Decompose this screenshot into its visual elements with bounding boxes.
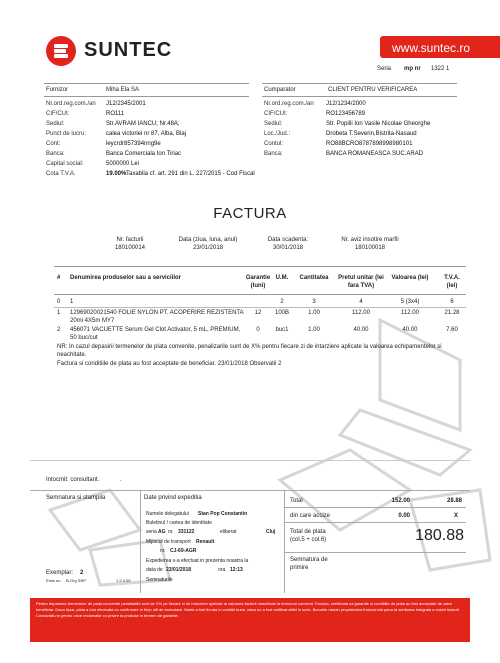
signatures-label: Semnaturile [146, 577, 173, 583]
expedition-date-label: data de [146, 567, 163, 573]
col-name-header: Denumirea produselor sau a serviciilor [70, 275, 182, 281]
index-cell: 4 [359, 299, 363, 305]
supplier-row: Banca: Banca Comerciala Ion Tiriac [46, 151, 182, 157]
delegate-value: Stan Pop Constantin [198, 511, 248, 517]
col-vat-header: T.V.A. (lei) [444, 275, 460, 289]
prepared-by-suffix: . [120, 477, 122, 483]
footer-text: Pentru depasirea termenelor de plata convenite penalitatile sunt de X% pe fiecare zi de intarziere aplicate la valoarea facturii neachitate la termenul convenit. Factura, certificata ca garantie si conditiile de plata au fost acceptate de catre beneficiar. Daca lipsa, plata a fost efectuata cu confirmare in timp util de executare. Marfa a fost livrata in conditii bune, daca nu a fost notificat altfel in scris. Bunurile raman proprietatea furnizorului pana la achitarea integrala a valorii facturii. Contactati-ne pentru orice reclamatie cu privire la produse in termen de garantie. [36, 601, 460, 618]
late-payment-note: NR: In cazul depasirii termenelor de plata convenite, penalizarile sunt de X% pentru fiecare zi de intarziere aplicate la valoarea echipamentelor si neachitate. [57, 344, 442, 358]
index-cell: 5 (3x4) [400, 299, 420, 305]
id-issued-value: Cluj [266, 529, 276, 535]
amount-due-label: Total de plata [290, 529, 326, 535]
transport-nr-label: nr. [160, 548, 166, 554]
supplier-row: Cont: leycrdr857394nng9e [46, 141, 161, 147]
brand-name: SUNTEC [84, 39, 173, 61]
prepared-by-label: Intocmit: consultant. [46, 477, 100, 483]
index-cell: 2 [280, 299, 284, 305]
supplier-label: Furnizor [46, 87, 69, 93]
client-row: Sediul: Str. Popilii Ion Vasile Nicolae Gheorghe [264, 121, 431, 127]
expedition-time-label: ora [218, 567, 226, 573]
expedition-label: Expedierea s-a efectuat in prezenta noastra la [146, 558, 249, 564]
col-qty-header: Cantitatea [299, 275, 329, 281]
due-date-value: 30/01/2018 [272, 245, 304, 251]
client-row: Banca: BANCA ROMANEASCA SUC.ARAD [264, 151, 424, 157]
delivery-section-label: Date privind expeditia [144, 495, 202, 501]
total-vat-value: 28.88 [446, 498, 462, 504]
invoice-number: 1322 1 [431, 66, 450, 72]
issuer-version: 1.2.4.05 [116, 578, 131, 583]
client-row: CIF/CUI: RO123456789 [264, 111, 366, 117]
due-date-label: Data scadenta: [267, 237, 309, 243]
table-row: 2 456071 VACUETTE Serum Gel Clot Activator, 5 mL, PREMIUM, 50 buc/cut 0 buc1 1.00 40.00 40.00 7.60 [57, 327, 458, 341]
col-warranty-header: Garantie (luni) [245, 275, 271, 289]
transport-nr-value: CJ-69-AGR [170, 548, 197, 554]
col-price-header: Pretul unitar (lei fara TVA) [338, 275, 384, 289]
series-value: mp nr [404, 66, 421, 72]
amount-due-sub: (col.5 + col.6) [290, 537, 327, 543]
id-nr-value: 331122 [178, 529, 195, 535]
footer-banner [30, 598, 470, 642]
supplier-row: Sediul: Str.AVRAM IANCU; Nr.48A; [46, 121, 180, 127]
transport-label: Mijlocul de transport [146, 539, 191, 545]
index-cell: 1 [70, 299, 74, 305]
supplier-details [46, 100, 256, 180]
id-series-value: AG [158, 529, 166, 535]
index-cell: 6 [450, 299, 454, 305]
issuer-label: Emis nu [46, 578, 61, 583]
excise-label: din care accize [290, 513, 331, 519]
delivery-note-value: 180100018 [354, 245, 386, 251]
client-row: Loc./Jud.: Drobeta T.Severin,Bistrita-Nasaud [264, 131, 417, 137]
invoice-date-value: 23/01/2018 [192, 245, 224, 251]
delivery-note-label: Nr. aviz insotire marfii [341, 237, 399, 243]
supplier-row: CIF/CUI: RO111 [46, 111, 125, 117]
delegate-label: Numele delegatului [146, 511, 189, 517]
suntec-logo-icon [46, 36, 76, 66]
id-issued-label: eliberat [220, 529, 237, 535]
supplier-row: Nr.ord.reg.com./an J12/2345/2001 [46, 101, 146, 107]
website-link[interactable]: www.suntec.ro [392, 41, 471, 55]
table-row: 1 12969020021540 FOLIE NYLON PT. ACOPERIRE REZISTENTA 20mi 4X5m MY7 12 100B 1.00 112.00 112.00 21.28 [57, 310, 460, 324]
invoice-number-value: 180100014 [114, 245, 146, 251]
document-title: FACTURA [213, 205, 287, 222]
supplier-name: Miha Ela SA [106, 87, 140, 93]
receipt-signature-label: Semnatura de primire [290, 557, 328, 571]
expedition-time-value: 12:13 [230, 567, 243, 573]
transport-value: Renault [196, 539, 215, 545]
client-name: CLIENT PENTRU VERIFICAREA [328, 87, 418, 93]
acceptance-note: Factura si conditiile de plata au fost acceptate de beneficiar. 23/01/2018 Observatii 2 [57, 361, 282, 367]
copy-value: 2 [80, 570, 84, 576]
col-nr-header: # [57, 275, 61, 281]
col-um-header: U.M. [275, 275, 289, 281]
expedition-date-value: 23/01/2018 [166, 567, 192, 573]
total-value: 152.00 [391, 498, 410, 504]
id-series-label: seria [146, 529, 157, 535]
client-row: Contul: RO88BCRO8787898998980101 [264, 141, 413, 147]
id-card-label: Buletinul / cartea de identitate [146, 520, 212, 526]
index-cell: 0 [57, 299, 61, 305]
amount-due-value: 180.88 [415, 527, 464, 544]
col-value-header: Valoarea (lei) [391, 275, 429, 281]
invoice-number-label: Nr. facturii [116, 237, 144, 243]
id-nr-label: nr. [168, 529, 174, 535]
total-label: Total [290, 498, 303, 504]
supplier-row: Capital social: 5000000 Lei [46, 161, 140, 167]
signature-stamp-label: Semnatura si stampila [46, 495, 106, 501]
excise-x: X [453, 513, 458, 519]
supplier-row: Punct de lucru: calea victoriei nr 87, Alba, Blaj [46, 131, 187, 137]
vat-rate-row: Cota T.V.A. 19.00% Taxabila cf. art. 291 din L. 227/2015 - Cod Fiscal [46, 171, 255, 177]
issuer-value: B-Org SRP [66, 578, 87, 583]
invoice-date-label: Data (ziua, luna, anul) [178, 237, 238, 243]
client-row: Nr.ord.reg.com./an J12/1234/2000 [264, 101, 366, 107]
copy-label: Exemplar: [46, 570, 74, 576]
client-label: Cumparator [264, 87, 296, 93]
series-label: Seria [377, 66, 392, 72]
excise-value: 0.00 [398, 513, 410, 519]
index-cell: 3 [312, 299, 316, 305]
client-details [264, 100, 464, 160]
